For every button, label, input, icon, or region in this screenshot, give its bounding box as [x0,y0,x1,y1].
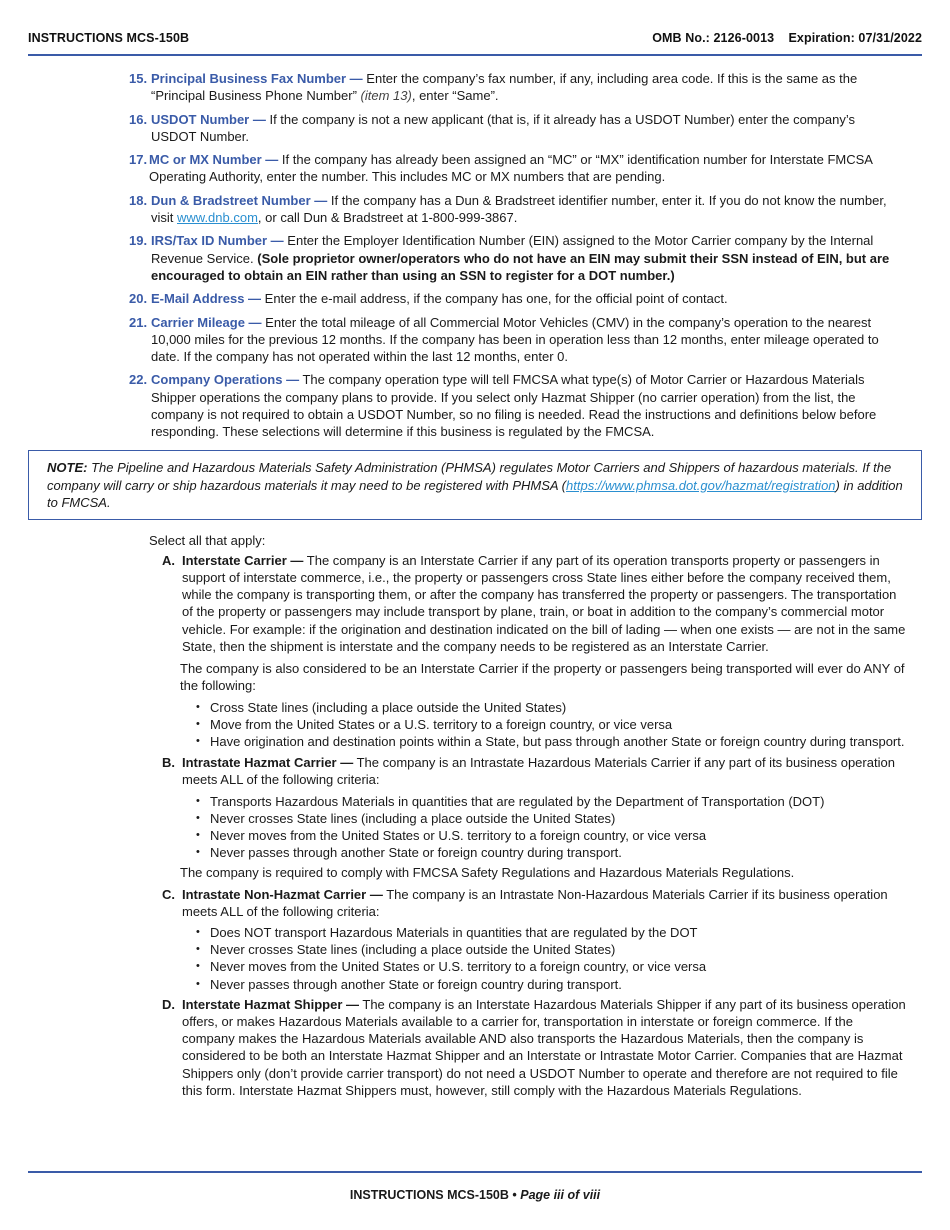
item-20-email [129,290,903,307]
section-title: Interstate Hazmat Shipper — [182,996,359,1012]
item-reference: (item 13) [360,88,412,104]
header-rule [28,54,922,56]
section-letter: C. [162,886,175,902]
section-d-interstate-hazmat-shipper [162,996,908,1099]
item-number: 19. [129,233,148,249]
item-text: If the company has a Dun & Bradstreet identifier number, enter it. If you do not know the number, visit [151,192,887,225]
item-title: Principal Business Fax Number — [151,71,363,86]
item-title: MC or MX Number — [149,152,279,168]
item-text: , or call Dun & Bradstreet at 1-800-999-3867. [257,209,518,225]
item-title: USDOT Number — [151,111,266,127]
phmsa-note-box [28,450,922,520]
item-title: Company Operations — [151,372,300,388]
note-label: NOTE: [47,460,88,476]
dnb-link[interactable]: www.dnb.com [177,209,258,225]
section-c-bullets [196,924,950,993]
note-text: ) in addition to FMCSA. [47,477,903,511]
list-item: • Have origination and destination points within a State, but pass through another State or foreign country during transport. [196,733,950,750]
item-text: Enter the company’s fax number, if any, including area code. If this is the same as the “Principal Business Phone Number” [151,71,858,104]
list-item: • Never moves from the United States or U.S. territory to a foreign country, or vice versa [196,958,950,975]
section-text: The company is an Intrastate Hazardous Materials Carrier if any part of its business operation meets ALL of the following criteria: [182,755,895,788]
item-number: 20. [129,291,148,307]
section-a-bullets [196,699,950,751]
item-text: The company operation type will tell FMCSA what type(s) of Motor Carrier or Hazardous Materials Shipper operations the company plans to provide. If you select only Hazmat Shipper (no carrier operation) from the list, the company is not required to obtain a USDOT Number, so no filing is needed. Read the instructions and definitions below before responding. These selections will determine if this business is regulated by the FMCSA. [151,372,877,439]
item-title: Carrier Mileage — [151,314,262,330]
section-b-intrastate-hazmat-carrier [162,754,908,788]
section-letter: B. [162,755,175,771]
item-16-usdot-number [129,111,903,145]
list-item: • Does NOT transport Hazardous Materials in quantities that are regulated by the DOT [196,924,950,941]
note-text: The Pipeline and Hazardous Materials Safety Administration (PHMSA) regulates Motor Carriers and Shippers of hazardous materials. If the company will carry or ship hazardous materials it may need to be registered with PHMSA ( [47,460,892,493]
list-item: • Never moves from the United States or U.S. territory to a foreign country, or vice versa [196,827,950,844]
footer-rule [28,1171,922,1173]
item-22-company-operations [129,371,903,440]
item-bold-note: (Sole proprietor owner/operators who do not have an EIN may submit their SSN instead of EIN, but are encouraged to obtain an EIN rather than using an SSN to register for a DOT number.) [151,250,890,283]
item-text: If the company is not a new applicant (that is, if it already has a USDOT Number) enter the company’s USDOT Number. [151,111,855,144]
item-15-fax-number [129,70,903,104]
item-text: Enter the Employer Identification Number (EIN) assigned to the Motor Carrier company by the Internal Revenue Service. [151,233,874,266]
list-item: • Move from the United States or a U.S. territory to a foreign country, or vice versa [196,716,950,733]
item-19-irs-tax-id [129,232,903,284]
item-number: 17. [129,152,148,168]
item-number: 15. [129,71,148,86]
item-text: , enter “Same”. [411,88,499,104]
section-title: Intrastate Hazmat Carrier — [182,755,354,771]
section-c-intrastate-non-hazmat-carrier [162,886,908,920]
item-text: If the company has already been assigned an “MC” or “MX” identification number for Interstate FMCSA Operating Authority, enter the number. This includes MC or MX numbers that are pending. [149,152,873,185]
footer-separator: • [508,1188,521,1202]
item-title: E-Mail Address — [151,291,262,307]
section-text: The company is an Intrastate Non-Hazardous Materials Carrier if its business operation meets ALL of the following criteria: [182,886,888,919]
list-item: • Never crosses State lines (including a place outside the United States) [196,810,950,827]
page-footer [0,1188,950,1202]
item-number: 16. [129,111,148,127]
item-number: 21. [129,314,148,330]
list-item: • Cross State lines (including a place outside the United States) [196,699,950,716]
header-omb-expiration: OMB No.: 2126-0013 Expiration: 07/31/2022 [652,31,922,45]
item-number: 22. [129,372,148,388]
instructions-content [0,70,950,1099]
footer-form-title: INSTRUCTIONS MCS-150B [349,1188,509,1202]
item-21-carrier-mileage [129,314,903,366]
select-all-label: Select all that apply: [149,532,266,548]
item-18-dun-bradstreet [129,192,903,226]
section-a-paragraph: The company is also considered to be an Interstate Carrier if the property or passengers being transported will ever do ANY of the following: [180,661,905,694]
section-text: The company is an Interstate Carrier if any part of its operation transports property or passengers in support of interstate commerce, i.e., the property or passengers cross State lines either before the company received them, while the company is transporting them, or after the company has transferred the property or passengers. The transportation of the property or passengers may include transport by plane, train, or boat in addition to the company’s commercial motor vehicle. For example: if the origination and destination indicated on the bill of lading — when one exists — are not in the same State, then the shipment is interstate and the company needs to be registered as an Interstate Carrier. [182,552,906,654]
list-item: • Transports Hazardous Materials in quantities that are regulated by the Department of Transportation (DOT) [196,793,950,810]
item-title: Dun & Bradstreet Number — [151,192,328,208]
header-form-title: INSTRUCTIONS MCS-150B [28,31,190,45]
footer-page-number: Page iii of viii [520,1188,601,1202]
item-text: Enter the e-mail address, if the company has one, for the official point of contact. [261,291,728,307]
phmsa-link[interactable]: https://www.phmsa.dot.gov/hazmat/registration [566,477,836,493]
list-item: • Never crosses State lines (including a place outside the United States) [196,941,950,958]
item-number: 18. [129,192,148,208]
section-title: Intrastate Non-Hazmat Carrier — [182,886,383,902]
section-title: Interstate Carrier — [182,552,304,568]
section-letter: D. [162,996,175,1012]
section-b-bullets [196,793,950,862]
section-letter: A. [162,552,175,568]
item-title: IRS/Tax ID Number — [151,233,284,249]
item-17-mc-mx-number [129,151,901,185]
section-text: The company is an Interstate Hazardous Materials Shipper if any part of its business operation offers, or makes Hazardous Materials available to a carrier for, transportation in interstate or foreign commerce. If the company makes the Hazardous Materials available AND also transports the Hazardous Materials, then the company is considered to be both an Interstate Hazmat Shipper and an Interstate or Intrastate Motor Carrier. Companies that are Hazmat Shippers only (don’t provide carrier transport) do not need a USDOT Number to operate and therefore are not required to file this form. Interstate Hazmat Shippers must, however, still comply with the Hazardous Materials Regulations. [182,996,906,1098]
section-b-paragraph: The company is required to comply with FMCSA Safety Regulations and Hazardous Materials Regulations. [180,865,795,881]
item-text: Enter the total mileage of all Commercial Motor Vehicles (CMV) in the company’s operation to the nearest 10,000 miles for the previous 12 months. If the company has been in operation less than 12 months, enter mileage operated to date. If the company has not operated within the last 12 months, enter 0. [151,314,879,364]
list-item: • Never passes through another State or foreign country during transport. [196,844,950,861]
section-a-interstate-carrier [162,552,908,655]
list-item: • Never passes through another State or foreign country during transport. [196,976,950,993]
